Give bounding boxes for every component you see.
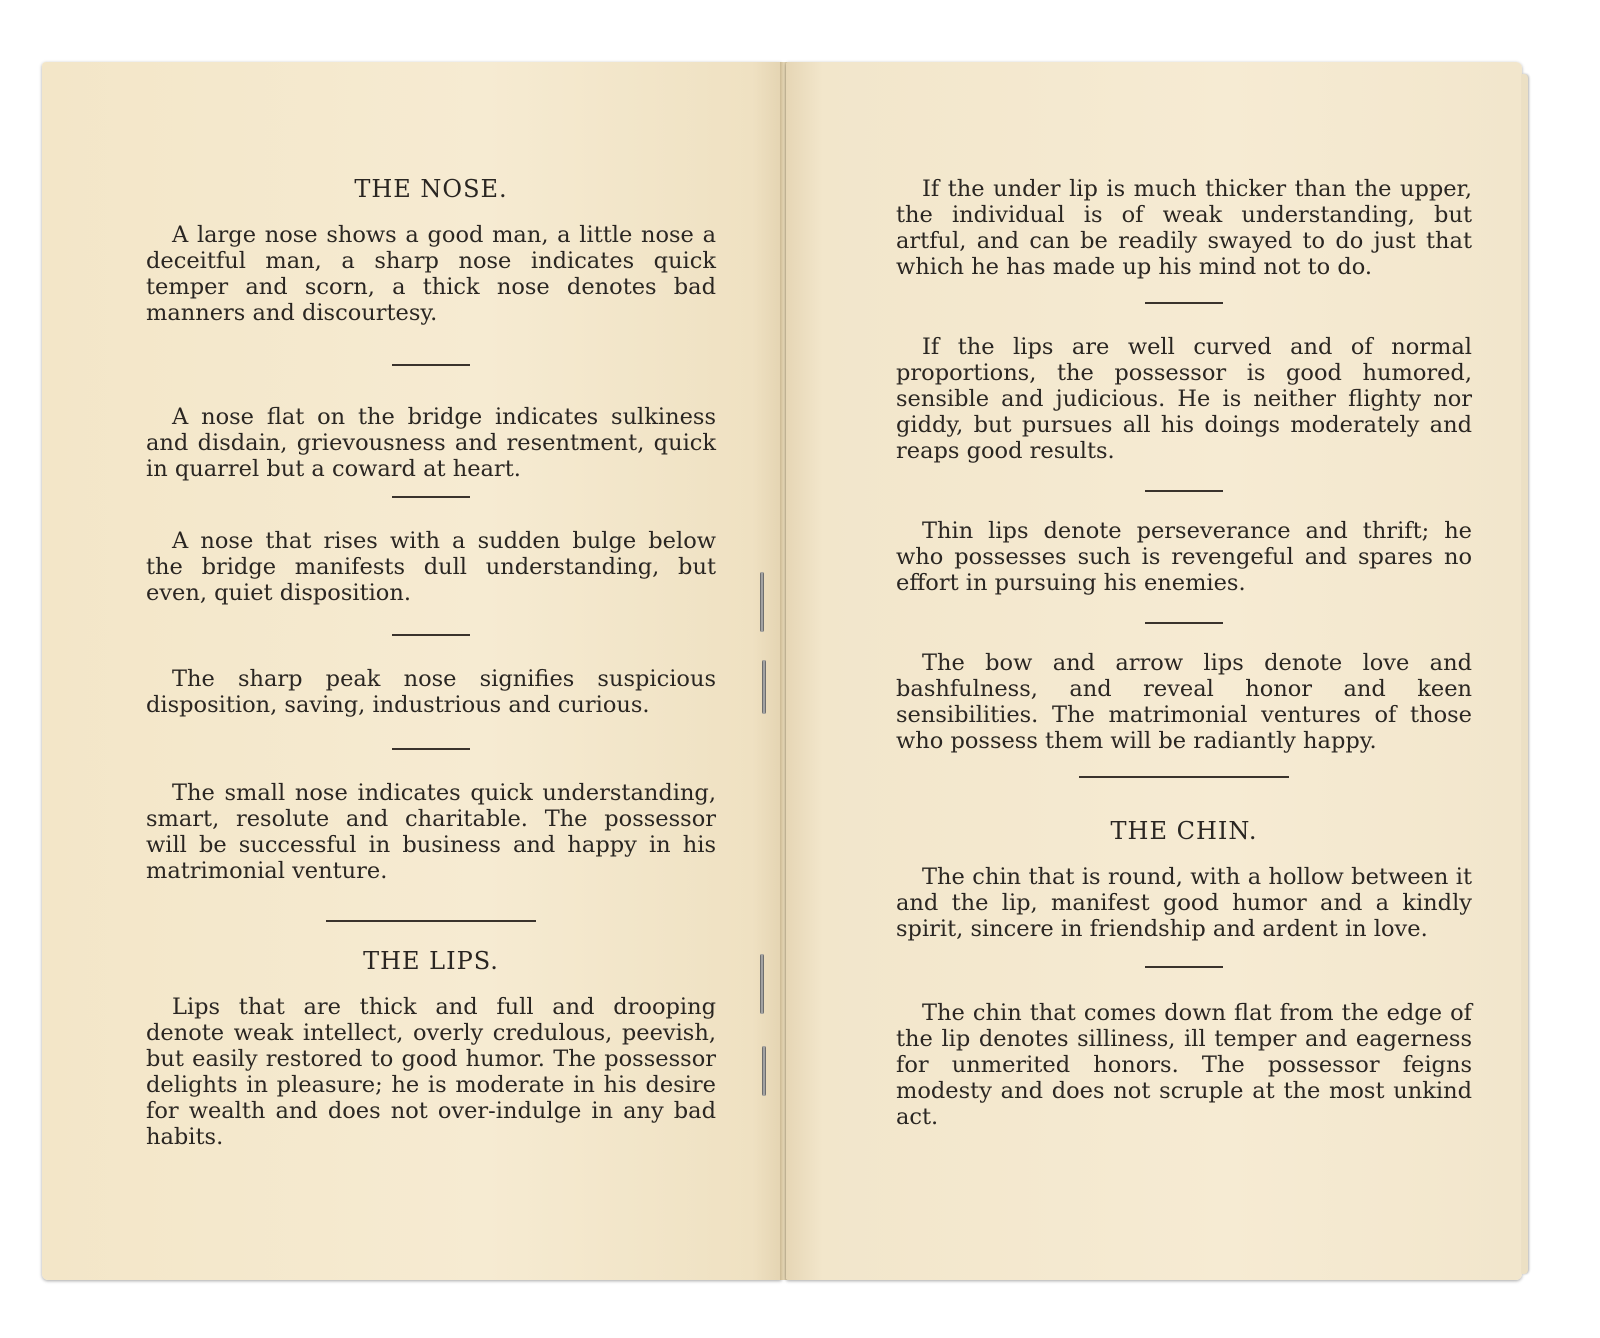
nose-heading: THE NOSE.: [354, 175, 508, 203]
section-divider: [392, 496, 470, 498]
chin-heading: THE CHIN.: [1110, 817, 1258, 845]
left-page-text: [146, 176, 716, 1150]
section-divider: [392, 748, 470, 750]
section-divider: [392, 364, 470, 366]
lips-paragraph-5: The bow and arrow lips denote love and bashfulness, and reveal honor and keen sensibilities. The matrimonial ventures of those who possess them will be radiantly happy.: [896, 650, 1472, 754]
left-page: [42, 62, 782, 1280]
chapter-divider: [326, 920, 536, 922]
staple-top-lower: [762, 660, 766, 714]
lips-paragraph-1: Lips that are thick and full and drooping denote weak intellect, overly credulous, peevish, but easily restored to good humor. The possessor delights in pleasure; he is moderate in his desire for wealth and does not over-indulge in any bad habits.: [146, 994, 716, 1150]
nose-paragraph-1: A large nose shows a good man, a little nose a deceitful man, a sharp nose indicates quick temper and scorn, a thick nose denotes bad manners and discourtesy.: [146, 222, 716, 326]
nose-paragraph-2: A nose flat on the bridge indicates sulkiness and disdain, grievousness and resentment, quick in quarrel but a coward at heart.: [146, 404, 716, 482]
section-divider: [1145, 302, 1223, 304]
nose-paragraph-3: A nose that rises with a sudden bulge below the bridge manifests dull understanding, but even, quiet disposition.: [146, 528, 716, 606]
section-divider: [392, 634, 470, 636]
lips-paragraph-4: Thin lips denote perseverance and thrift; he who possesses such is revengeful and spares no effort in pursuing his enemies.: [896, 518, 1472, 596]
lips-paragraph-2: If the under lip is much thicker than the upper, the individual is of weak understanding, but artful, and can be readily swayed to do just that which he has made up his mind not to do.: [896, 176, 1472, 280]
lips-heading: THE LIPS.: [363, 947, 499, 975]
right-page-text: [896, 176, 1472, 1130]
nose-paragraph-5: The small nose indicates quick understanding, smart, resolute and charitable. The possessor will be successful in business and happy in his matrimonial venture.: [146, 780, 716, 884]
right-page: [786, 62, 1522, 1280]
staple-top-upper: [760, 572, 764, 632]
nose-paragraph-4: The sharp peak nose signifies suspicious disposition, saving, industrious and curious.: [146, 666, 716, 718]
section-divider: [1145, 622, 1223, 624]
staple-bottom-lower: [762, 1046, 766, 1096]
chin-paragraph-1: The chin that is round, with a hollow between it and the lip, manifest good humor and a kindly spirit, sincere in friendship and ardent in love.: [896, 864, 1472, 942]
chapter-divider: [1079, 776, 1289, 778]
section-divider: [1145, 966, 1223, 968]
lips-paragraph-3: If the lips are well curved and of normal proportions, the possessor is good humored, sensible and judicious. He is neither flighty nor giddy, but pursues all his doings moderately and reaps good results.: [896, 334, 1472, 464]
chin-paragraph-2: The chin that comes down flat from the edge of the lip denotes silliness, ill temper and eagerness for unmerited honors. The possessor feigns modesty and does not scruple at the most unkind act.: [896, 1000, 1472, 1130]
staple-bottom-upper: [760, 954, 764, 1014]
open-booklet: [42, 62, 1522, 1280]
section-divider: [1145, 490, 1223, 492]
